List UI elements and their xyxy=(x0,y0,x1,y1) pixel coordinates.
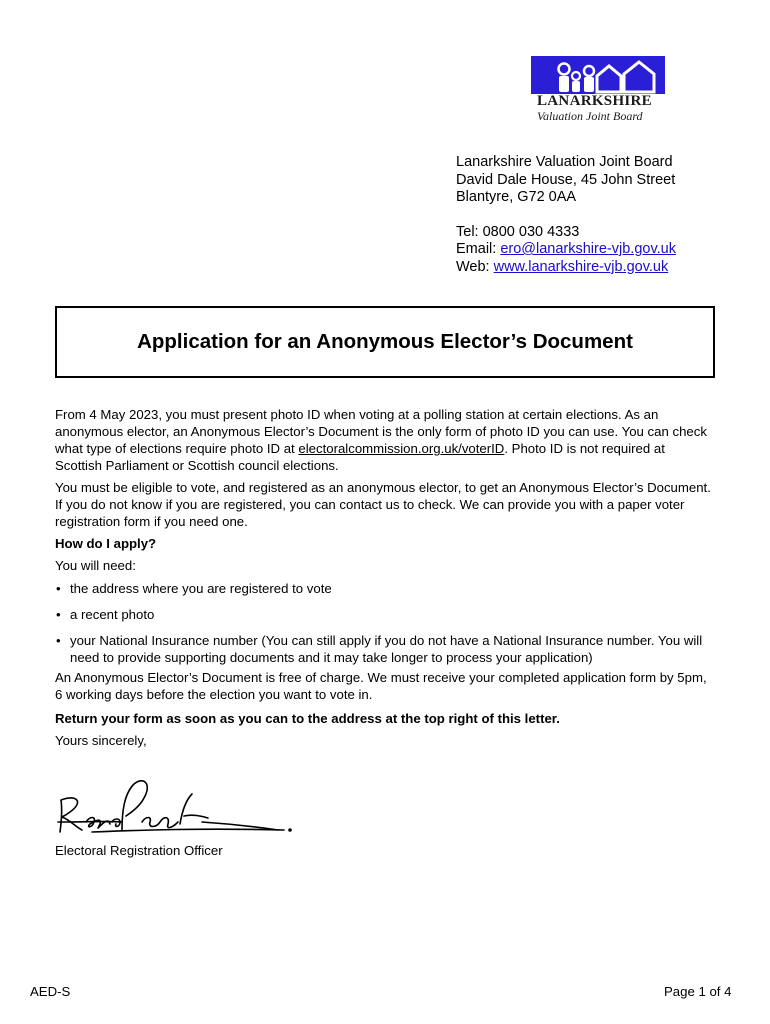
address-org: Lanarkshire Valuation Joint Board xyxy=(456,154,673,170)
paragraph-photo-id-text-a: From 4 May 2023, you must present photo ID when voting at a polling station at certain elections. As an anonymous elector, an Anonymous Elector’s Document is the only form of photo ID you can use. You can check what type of elections require photo ID at xyxy=(55,407,707,456)
address-web-line xyxy=(456,259,676,277)
requirements-list xyxy=(55,580,715,666)
address-tel: Tel: 0800 030 4333 xyxy=(456,223,580,240)
web-label: Web: xyxy=(456,258,494,275)
logo-people-houses-icon xyxy=(531,56,665,94)
paragraph-eligibility: You must be eligible to vote, and registered as an anonymous elector, to get an Anonymous Elector’s Document. If you do not know if you are registered, you can contact us to check. We can provide you with a paper voter registration form if you need one. xyxy=(55,480,711,529)
email-link[interactable]: ero@lanarkshire-vjb.gov.uk xyxy=(500,241,676,257)
paragraph-free-of-charge: An Anonymous Elector’s Document is free of charge. We must receive your completed application form by 5pm, 6 working days before the election you want to vote in. xyxy=(55,670,707,702)
signatory-title: Electoral Registration Officer xyxy=(55,843,223,858)
logo-subtitle: Valuation Joint Board xyxy=(537,109,643,123)
voter-id-link[interactable]: electoralcommission.org.uk/voterID xyxy=(298,441,505,456)
list-item xyxy=(55,606,715,623)
list-item xyxy=(55,632,715,666)
bullet-icon: • xyxy=(56,633,61,648)
paragraph-photo-id xyxy=(55,406,715,474)
page-number: Page 1 of 4 xyxy=(664,984,732,999)
address-street: David Dale House, 45 John Street xyxy=(456,171,676,188)
list-item-text: a recent photo xyxy=(70,607,155,622)
bullet-icon: • xyxy=(56,581,61,596)
email-label: Email: xyxy=(456,241,501,257)
letter-body xyxy=(55,406,715,754)
sender-address xyxy=(456,154,676,276)
bullet-icon: • xyxy=(56,607,61,622)
web-link[interactable]: www.lanarkshire-vjb.gov.uk xyxy=(493,258,669,275)
list-item-text: the address where you are registered to vote xyxy=(70,581,332,596)
list-item-text: your National Insurance number (You can still apply if you do not have a National Insurance number. You will need to provide supporting documents and it may take longer to process your application) xyxy=(70,633,703,665)
you-will-need: You will need: xyxy=(55,558,136,573)
title-box xyxy=(55,306,715,378)
form-code: AED-S xyxy=(30,984,71,999)
lanarkshire-vjb-logo xyxy=(531,56,665,122)
closing: Yours sincerely, xyxy=(55,733,147,748)
how-to-apply-heading: How do I apply? xyxy=(55,536,157,551)
page-title: Application for an Anonymous Elector’s Document xyxy=(137,330,633,353)
address-town: Blantyre, G72 0AA xyxy=(456,189,577,205)
address-email-line xyxy=(456,241,676,259)
paragraph-return-form: Return your form as soon as you can to the address at the top right of this letter. xyxy=(55,711,560,726)
logo-name: LANARKSHIRE xyxy=(537,93,652,109)
signature-icon xyxy=(52,772,302,844)
paragraph-photo-id-text-b: . Photo ID is not required at Scottish Parliament or Scottish council elections. xyxy=(55,441,665,473)
list-item xyxy=(55,580,715,597)
